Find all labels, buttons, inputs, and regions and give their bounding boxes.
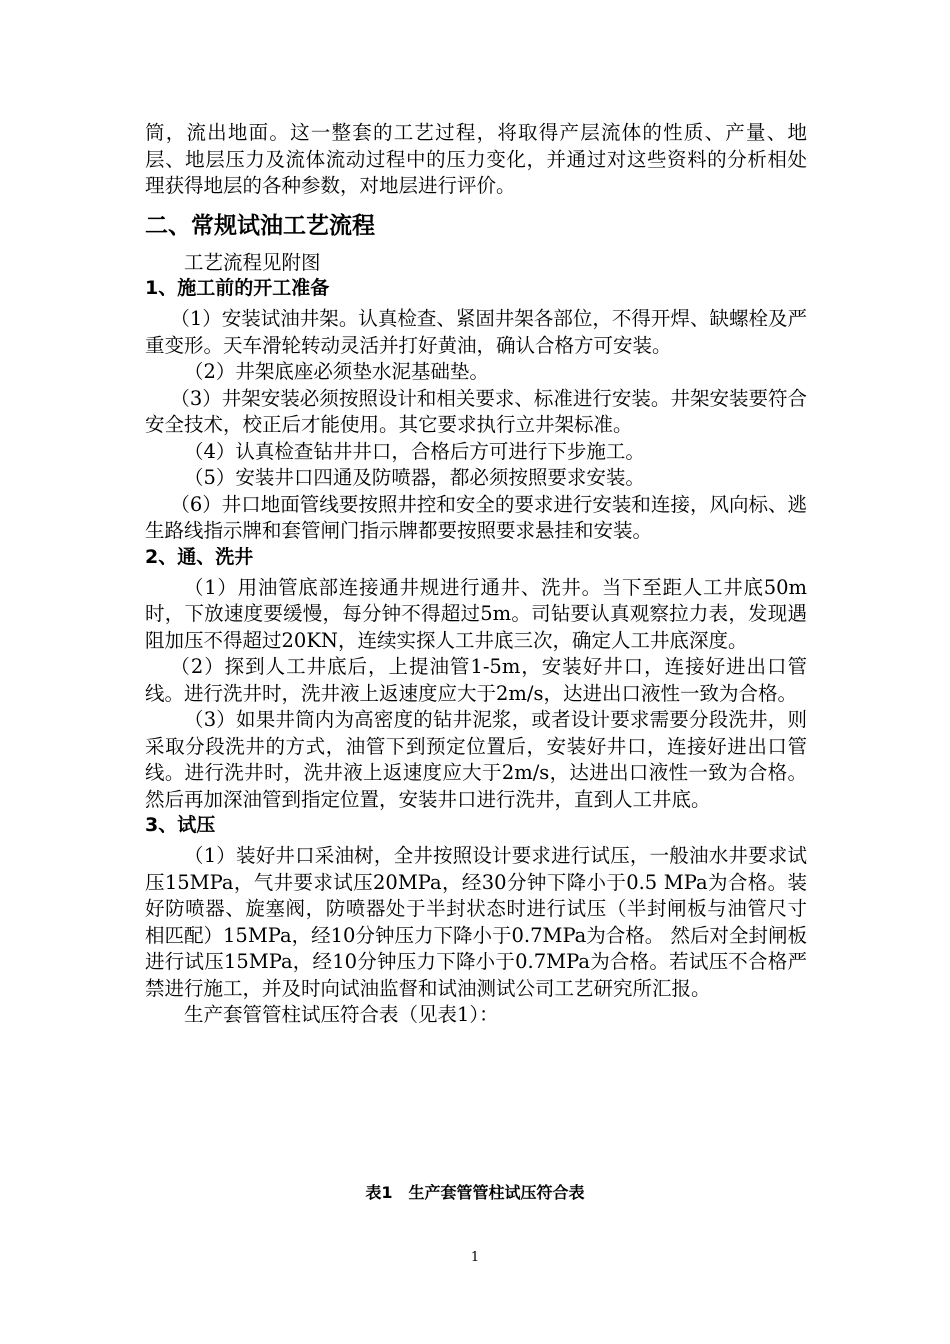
sub2-item-3: （3）如果井筒内为高密度的钻井泥浆，或者设计要求需要分段洗井，则采取分段洗井的方式，油管下到预定位置后，安装好井口，连接好进出口管线。进行洗井时，洗井液上返速度应大于2m/s，达进出口液性一致为合格。然后再加深油管到指定位置，安装井口进行洗井，直到人工井底。	[145, 708, 807, 811]
sub1-item-4: （4）认真检查钻井井口，合格后方可进行下步施工。	[184, 439, 645, 463]
intro-paragraph: 筒，流出地面。这一整套的工艺过程，将取得产层流体的性质、产量、地层、地层压力及流体流动过程中的压力变化，并通过对这些资料的分析相处理获得地层的各种参数，对地层进行评价。	[145, 121, 807, 197]
page-number: 1	[470, 1250, 480, 1265]
sub3-table-reference: 生产套管管柱试压符合表（见表1）：	[184, 1003, 499, 1026]
document-body	[145, 120, 807, 1029]
section-heading-2: 二、常规试油工艺流程	[145, 212, 375, 239]
sub1-item-2: （2）井架底座必须垫水泥基础垫。	[184, 360, 489, 383]
sub2-item-1: （1）用油管底部连接通井规进行通井、洗井。当下至距人工井底50m时，下放速度要缓慢，每分钟不得超过5m。司钻要认真观察拉力表，发现遇阻加压不得超过20KN，连续实探人工井底三次，确定人工井底深度。	[145, 575, 807, 652]
subsection-heading-2: 2、通、洗井	[145, 545, 254, 568]
subsection-heading-1: 1、施工前的开工准备	[145, 277, 330, 299]
sub1-item-3: （3）井架安装必须按照设计和相关要求、标准进行安装。井架安装要符合安全技术，校正后才能使用。其它要求执行立井架标准。	[145, 386, 807, 436]
sub2-item-2: （2）探到人工井底后，上提油管1-5m，安装好井口，连接好进出口管线。进行洗井时，洗井液上返速度应大于2m/s，达进出口液性一致为合格。	[145, 655, 807, 705]
sub1-item-6: （6）井口地面管线要按照井控和安全的要求进行安装和连接，风向标、逃生路线指示牌和套管闸门指示牌都要按照要求悬挂和安装。	[145, 492, 807, 542]
subsection-heading-3: 3、试压	[145, 814, 216, 836]
sub1-item-5: （5）安装井口四通及防喷器，都必须按照要求安装。	[184, 466, 645, 489]
sub1-item-1: （1）安装试油井架。认真检查、紧固井架各部位，不得开焊、缺螺栓及严重变形。天车滑轮转动灵活并打好黄油，确认合格方可安装。	[145, 307, 807, 357]
section-note: 工艺流程见附图	[184, 250, 321, 274]
table-caption: 表1 生产套管管柱试压符合表	[365, 1183, 585, 1202]
sub3-item-1: （1）装好井口采油树，全井按照设计要求进行试压，一般油水井要求试压15MPa，气井要求试压20MPa，经30分钟下降小于0.5 MPa为合格。装好防喷器、旋塞阀，防喷器处于半封状态时进行试压（半封闸板与油管尺寸相匹配）15MPa，经10分钟压力下降小于0.7MPa为合格。 然后对全封闸板进行试压15MPa，经10分钟压力下降小于0.7MPa为合格。若试压不合格严禁进行施工，并及时向试油监督和试油测试公司工艺研究所汇报。	[145, 844, 808, 1000]
